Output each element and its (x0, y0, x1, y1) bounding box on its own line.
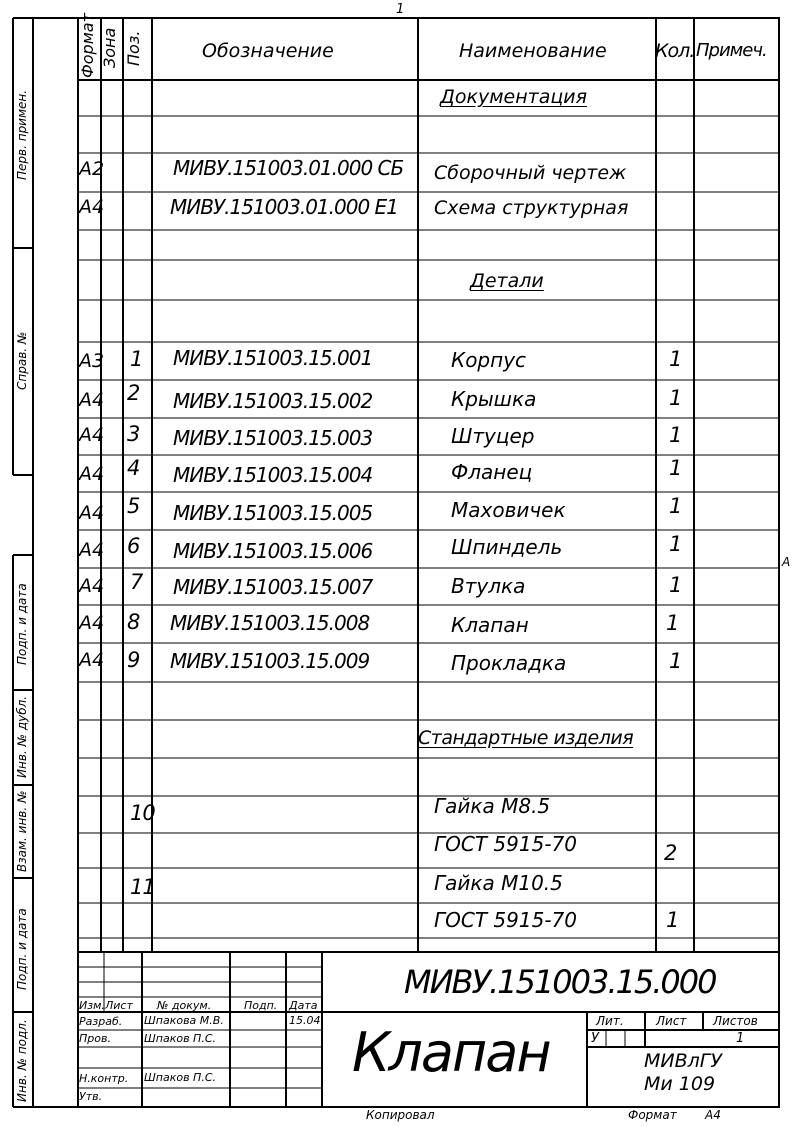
doc-designation: МИВУ.151003.01.000 Е1 (170, 195, 398, 219)
doc-designation: МИВУ.151003.01.000 СБ (173, 156, 404, 180)
header-zone: Зона (100, 27, 119, 68)
part-name: Корпус (451, 348, 527, 372)
strip-sign-date-2: Подп. и дата (15, 908, 29, 990)
org-line-1: МИВлГУ (644, 1050, 722, 1072)
developed-date: 15.04 (289, 1014, 321, 1027)
part-position: 9 (127, 648, 141, 672)
part-designation: МИВУ.151003.15.002 (173, 389, 373, 413)
doc-name: Сборочный чертеж (434, 162, 627, 184)
checked-name: Шпаков П.С. (144, 1032, 216, 1045)
part-position: 2 (127, 381, 141, 405)
footer-format: Формат (628, 1108, 677, 1122)
label-approved: Утв. (79, 1090, 103, 1103)
strip-original-inventory: Инв. № подл. (15, 1019, 29, 1102)
standard-quantity: 1 (666, 908, 680, 932)
header-position: Поз. (124, 30, 143, 66)
part-quantity: 1 (669, 347, 683, 371)
strip-replace-inventory: Взам. инв. № (15, 790, 29, 872)
header-designation: Обозначение (202, 40, 334, 62)
standard-quantity: 2 (664, 841, 678, 865)
part-format: A4 (79, 539, 105, 561)
part-format: A4 (79, 424, 105, 446)
part-quantity: 1 (669, 456, 683, 480)
doc-format: A4 (79, 196, 105, 218)
part-quantity: 1 (669, 573, 683, 597)
strip-dup-inventory: Инв. № дубл. (15, 695, 29, 778)
norm-control-name: Шпаков П.С. (144, 1071, 216, 1084)
part-position: 8 (127, 610, 141, 634)
strip-sign-date-1: Подп. и дата (15, 583, 29, 665)
lit-label: Лит. (596, 1014, 624, 1028)
part-designation: МИВУ.151003.15.001 (173, 346, 373, 370)
section-standard-items: Стандартные изделия (418, 727, 634, 749)
footer-copied: Копировал (366, 1108, 435, 1122)
label-developed: Разраб. (79, 1015, 123, 1028)
label-checked: Пров. (79, 1032, 111, 1045)
standard-standard: ГОСТ 5915-70 (434, 908, 577, 932)
part-designation: МИВУ.151003.15.007 (173, 575, 373, 599)
standard-name: Гайка М8.5 (434, 794, 551, 818)
header-format: Формат (78, 13, 97, 78)
section-documentation: Документация (440, 86, 588, 108)
part-designation: МИВУ.151003.15.004 (173, 463, 373, 487)
part-designation: МИВУ.151003.15.005 (173, 501, 373, 525)
sheet-label: Лист (656, 1014, 687, 1028)
part-quantity: 1 (666, 611, 680, 635)
part-quantity: 1 (669, 494, 683, 518)
part-position: 7 (130, 570, 144, 594)
part-format: A3 (79, 350, 105, 372)
col-change: Изм. (79, 999, 105, 1012)
part-format: A4 (79, 463, 105, 485)
margin-letter: A (782, 555, 791, 569)
header-note: Примеч. (696, 40, 767, 61)
part-position: 1 (130, 347, 144, 371)
col-sheet: Лист (105, 999, 133, 1012)
col-docnum: № докум. (157, 999, 212, 1012)
part-name: Маховичек (451, 498, 566, 522)
standard-position: 10 (130, 801, 155, 825)
section-parts: Детали (470, 270, 544, 292)
developed-name: Шпакова М.В. (144, 1014, 224, 1027)
part-format: A4 (79, 502, 105, 524)
part-designation: МИВУ.151003.15.003 (173, 426, 373, 450)
strip-first-use: Перв. примен. (15, 89, 29, 180)
org-line-2: Ми 109 (644, 1073, 716, 1095)
doc-number: МИВУ.151003.15.000 (404, 963, 716, 1001)
part-name: Прокладка (451, 651, 567, 675)
part-designation: МИВУ.151003.15.009 (170, 649, 370, 673)
part-format: A4 (79, 612, 105, 634)
col-date: Дата (289, 999, 318, 1012)
label-norm-control: Н.контр. (79, 1072, 129, 1085)
header-name: Наименование (459, 40, 607, 62)
standard-position: 11 (130, 875, 155, 899)
part-name: Штуцер (451, 424, 535, 448)
part-quantity: 1 (669, 532, 683, 556)
standard-standard: ГОСТ 5915-70 (434, 832, 577, 856)
part-designation: МИВУ.151003.15.006 (173, 539, 373, 563)
doc-format: A2 (79, 158, 105, 180)
part-position: 3 (127, 422, 141, 446)
strip-reference-no: Справ. № (15, 331, 29, 390)
part-quantity: 1 (669, 649, 683, 673)
part-position: 5 (127, 494, 141, 518)
page-number: 1 (396, 2, 405, 17)
sheets-label: Листов (713, 1014, 758, 1028)
part-position: 4 (127, 456, 141, 480)
sheets-value: 1 (736, 1031, 745, 1046)
part-designation: МИВУ.151003.15.008 (170, 611, 370, 635)
doc-name: Схема структурная (434, 197, 629, 219)
part-name: Крышка (451, 387, 537, 411)
part-name: Втулка (451, 574, 526, 598)
part-quantity: 1 (669, 386, 683, 410)
col-sign: Подп. (244, 999, 278, 1012)
part-format: A4 (79, 649, 105, 671)
standard-name: Гайка М10.5 (434, 871, 563, 895)
part-position: 6 (127, 534, 141, 558)
product-title: Клапан (352, 1021, 550, 1084)
header-quantity: Кол. (655, 40, 695, 62)
part-name: Фланец (451, 460, 533, 484)
part-format: A4 (79, 389, 105, 411)
part-format: A4 (79, 575, 105, 597)
part-name: Клапан (451, 613, 529, 637)
part-name: Шпиндель (451, 535, 563, 559)
footer-format-value: A4 (705, 1108, 721, 1122)
part-quantity: 1 (669, 423, 683, 447)
lit-value: У (591, 1031, 599, 1046)
